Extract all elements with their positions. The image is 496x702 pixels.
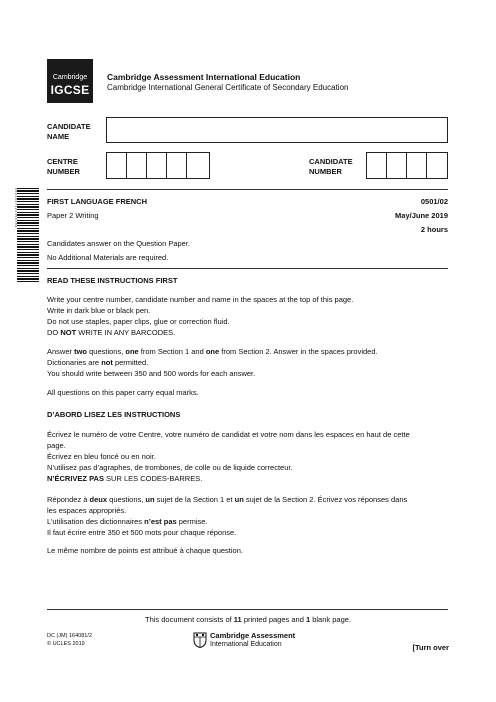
instruction-line: Answer two questions, one from Section 1 and one from Section 2. Answer in the spaces provided. [47, 347, 378, 356]
instruction-line: Dictionaries are not permitted. [47, 358, 149, 367]
qualification-name: Cambridge International General Certificate of Secondary Education [107, 83, 349, 92]
answer-on-text: Candidates answer on the Question Paper. [47, 239, 191, 248]
candidate-name-field[interactable] [106, 117, 448, 143]
divider [47, 189, 448, 190]
instruction-line: Répondez à deux questions, un sujet de la Section 1 et un sujet de la Section 2. Écrivez vos réponses dans [47, 495, 408, 504]
centre-number-label: CENTRE NUMBER [47, 157, 80, 176]
instruction-line: Do not use staples, paper clips, glue or correction fluid. [47, 317, 230, 326]
instruction-line: L’utilisation des dictionnaires n’est pas permise. [47, 517, 208, 526]
paper-code: 0501/02 [420, 197, 448, 206]
instruction-line: page. [47, 441, 66, 450]
instruction-line: N’ÉCRIVEZ PAS SUR LES CODES-BARRES. [47, 474, 203, 483]
instruction-line: Write your centre number, candidate number and name in the spaces at the top of this page. [47, 295, 354, 304]
footer-divider [47, 609, 448, 610]
igcse-logo [47, 59, 93, 103]
logo-line1: Cambridge [52, 74, 88, 81]
barcode-digits: 0 5 0 1 0 2 7 1 2 3 4 5 6 7 8 9 [14, 188, 18, 228]
instruction-line: Le même nombre de points est attribué à chaque question. [47, 546, 243, 555]
org-name: Cambridge Assessment International Education [107, 72, 301, 82]
instruction-line: Écrivez en bleu foncé ou en noir. [47, 452, 156, 461]
materials-text: No Additional Materials are required. [47, 253, 169, 262]
cambridge-crest-icon [193, 632, 207, 648]
exam-duration: 2 hours [420, 225, 448, 234]
instruction-line: Il faut écrire entre 350 et 500 mots pour chaque réponse. [47, 528, 237, 537]
footer-brand: Cambridge Assessment International Education [210, 631, 296, 648]
instruction-line: Write in dark blue or black pen. [47, 306, 151, 315]
page-count-text: This document consists of 11 printed pages and 1 blank page. [145, 615, 351, 624]
candidate-number-label: CANDIDATE NUMBER [309, 157, 353, 176]
instruction-line: You should write between 350 and 500 words for each answer. [47, 369, 256, 378]
turn-over-text: [Turn over [412, 643, 449, 652]
centre-number-field[interactable] [106, 152, 210, 179]
instruction-line: DO NOT WRITE IN ANY BARCODES. [47, 328, 176, 337]
subject-title: FIRST LANGUAGE FRENCH [47, 197, 147, 206]
instruction-line: Écrivez le numéro de votre Centre, votre numéro de candidat et votre nom dans les espaces en haut de cette [47, 430, 410, 439]
document-reference: DC (JM) 164081/2 © UCLES 2019 [47, 633, 92, 647]
candidate-name-label: CANDIDATE NAME [47, 122, 91, 141]
instruction-line: N’utilisez pas d’agraphes, de trombones, de colle ou de liquide correcteur. [47, 463, 293, 472]
instructions-heading-fr: D’ABORD LISEZ LES INSTRUCTIONS [47, 410, 181, 419]
barcode [17, 188, 39, 284]
candidate-number-field[interactable] [366, 152, 448, 179]
exam-session: May/June 2019 [395, 211, 448, 220]
instruction-line: All questions on this paper carry equal marks. [47, 388, 199, 397]
instructions-heading-en: READ THESE INSTRUCTIONS FIRST [47, 276, 178, 285]
paper-name: Paper 2 Writing [47, 211, 99, 220]
divider [47, 268, 448, 269]
instruction-line: les espaces appropriés. [47, 506, 127, 515]
logo-line2: IGCSE [50, 83, 90, 97]
